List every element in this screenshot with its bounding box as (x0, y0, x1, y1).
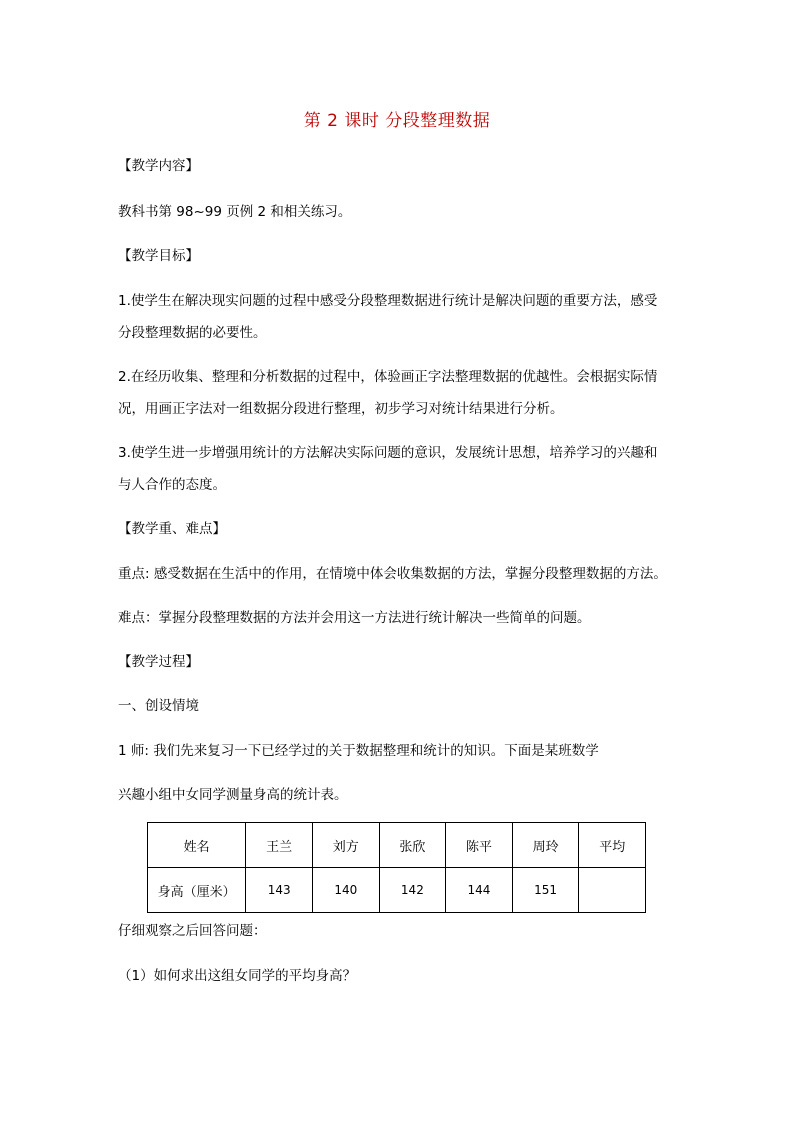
table-cell: 144 (446, 868, 513, 913)
observe-instruction: 仔细观察之后回答问题： (118, 923, 267, 939)
table-row (148, 868, 646, 913)
process-heading: 【教学过程】 (118, 654, 199, 670)
average-cell (579, 868, 646, 913)
step-1-heading: 一、创设情境 (118, 698, 199, 714)
goal-3-line-1: 3.使学生进一步增强用统计的方法解决实际问题的意识，发展统计思想，培养学习的兴趣和 (118, 445, 658, 461)
teacher-line-1: 1 师: 我们先来复习一下已经学过的关于数据整理和统计的知识。下面是某班数学 (118, 743, 599, 759)
header-cell: 刘方 (312, 823, 379, 868)
table-header-row (148, 823, 646, 868)
header-cell-average: 平均 (579, 823, 646, 868)
header-cell: 王兰 (246, 823, 313, 868)
goal-2-line-1: 2.在经历收集、整理和分析数据的过程中，体验画正字法整理数据的优越性。会根据实际情 (118, 369, 658, 385)
difficult-point: 难点：掌握分段整理数据的方法并会用这一方法进行统计解决一些简单的问题。 (118, 610, 591, 626)
table-cell: 151 (512, 868, 579, 913)
height-table (147, 822, 646, 913)
goals-heading: 【教学目标】 (118, 248, 199, 264)
teacher-line-2: 兴趣小组中女同学测量身高的统计表。 (118, 787, 348, 803)
header-cell: 张欣 (379, 823, 446, 868)
goal-3-line-2: 与人合作的态度。 (118, 477, 226, 493)
content-heading: 【教学内容】 (118, 158, 199, 174)
table-cell: 143 (246, 868, 313, 913)
key-heading: 【教学重、难点】 (118, 521, 226, 537)
header-cell: 陈平 (446, 823, 513, 868)
goal-1-line-2: 分段整理数据的必要性。 (118, 325, 267, 341)
content-text: 教科书第 98~99 页例 2 和相关练习。 (118, 204, 352, 220)
page-title: 第 2 课时 分段整理数据 (303, 111, 491, 131)
goal-2-line-2: 况，用画正字法对一组数据分段进行整理，初步学习对统计结果进行分析。 (118, 401, 564, 417)
goal-1-line-1: 1.使学生在解决现实问题的过程中感受分段整理数据进行统计是解决问题的重要方法，感受 (118, 293, 658, 309)
key-point: 重点: 感受数据在生活中的作用，在情境中体会收集数据的方法，掌握分段整理数据的方法。 (118, 566, 667, 582)
table-cell: 142 (379, 868, 446, 913)
row-label-height: 身高（厘米） (148, 868, 246, 913)
header-cell-name: 姓名 (148, 823, 246, 868)
header-cell: 周玲 (512, 823, 579, 868)
question-1: （1）如何求出这组女同学的平均身高？ (118, 968, 357, 984)
table-cell: 140 (312, 868, 379, 913)
